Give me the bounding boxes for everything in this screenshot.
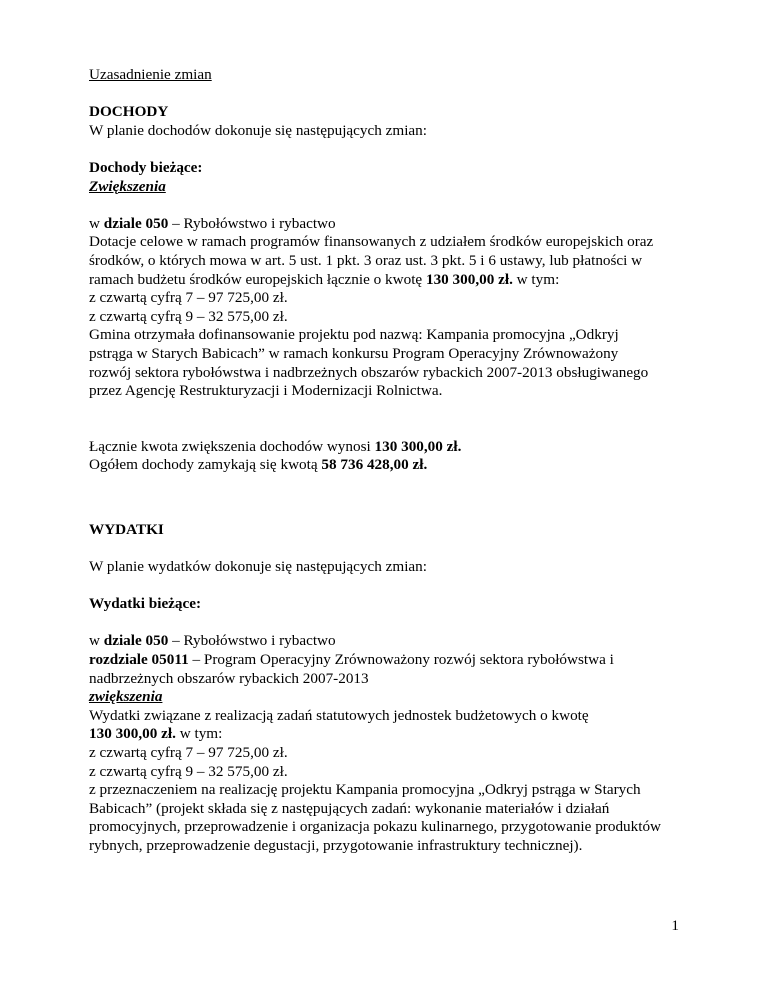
- wydatki-rozdzial-line: rozdziale 05011 – Program Operacyjny Zrównoważony rozwój sektora rybołówstwa i: [89, 651, 614, 669]
- wydatki-paragraph-line: promocyjnych, przeprowadzenie i organizacja pokazu kulinarnego, przygotowanie produktów: [89, 818, 662, 836]
- wydatki-increase-label: zwiększenia: [89, 688, 163, 706]
- wydatki-intro: W planie wydatków dokonuje się następujących zmian:: [89, 558, 427, 576]
- dochody-paragraph-line: rozwój sektora rybołówstwa i nadbrzeżnych obszarów rybackich 2007-2013 obsługiwanego: [89, 363, 649, 381]
- wydatki-rozdzial-line: nadbrzeżnych obszarów rybackich 2007-2013: [89, 669, 369, 687]
- dochody-paragraph-line: Gmina otrzymała dofinansowanie projektu pod nazwą: Kampania promocyjna „Odkryj: [89, 326, 619, 344]
- document-page: [89, 66, 729, 856]
- dochody-item: z czwartą cyfrą 9 – 32 575,00 zł.: [89, 307, 288, 325]
- wydatki-heading: WYDATKI: [89, 520, 164, 538]
- page-number: 1: [671, 917, 679, 934]
- dochody-increase-label: Zwiększenia: [89, 177, 166, 195]
- wydatki-paragraph-line: Babicach” (projekt składa się z następujących zadań: wykonanie materiałów i działań: [89, 799, 610, 817]
- dochody-paragraph-line: pstrąga w Starych Babicach” w ramach konkursu Program Operacyjny Zrównoważony: [89, 344, 619, 362]
- dochody-subheading: Dochody bieżące:: [89, 158, 203, 176]
- dochody-heading: DOCHODY: [89, 103, 169, 121]
- dochody-paragraph-line: Dotacje celowe w ramach programów finansowanych z udziałem środków europejskich oraz: [89, 233, 654, 251]
- dochody-item: z czwartą cyfrą 7 – 97 725,00 zł.: [89, 289, 288, 307]
- dochody-intro: W planie dochodów dokonuje się następujących zmian:: [89, 121, 427, 139]
- dochody-paragraph-line: ramach budżetu środków europejskich łącznie o kwotę 130 300,00 zł. w tym:: [89, 270, 560, 288]
- wydatki-paragraph-line: Wydatki związane z realizacją zadań statutowych jednostek budżetowych o kwotę: [89, 706, 589, 724]
- wydatki-dzial-line: w dziale 050 – Rybołówstwo i rybactwo: [89, 632, 336, 650]
- dochody-paragraph-line: przez Agencję Restrukturyzacji i Modernizacji Rolnictwa.: [89, 382, 443, 400]
- dochody-paragraph-line: środków, o których mowa w art. 5 ust. 1 pkt. 3 oraz ust. 3 pkt. 5 i 6 ustawy, lub płatności w: [89, 251, 643, 269]
- wydatki-item: z czwartą cyfrą 7 – 97 725,00 zł.: [89, 744, 288, 761]
- document-title: Uzasadnienie zmian: [89, 66, 212, 83]
- dochody-total-line: Łącznie kwota zwiększenia dochodów wynosi 130 300,00 zł.: [89, 437, 462, 455]
- wydatki-subheading: Wydatki bieżące:: [89, 595, 202, 613]
- dochody-dzial-line: w dziale 050 – Rybołówstwo i rybactwo: [89, 214, 336, 232]
- wydatki-item: z czwartą cyfrą 9 – 32 575,00 zł.: [89, 762, 288, 780]
- wydatki-paragraph-line: rybnych, przeprowadzenie degustacji, przygotowanie infrastruktury technicznej).: [89, 836, 583, 854]
- dochody-overall-line: Ogółem dochody zamykają się kwotą 58 736 428,00 zł.: [89, 456, 428, 474]
- wydatki-paragraph-line: 130 300,00 zł. w tym:: [89, 725, 223, 743]
- wydatki-paragraph-line: z przeznaczeniem na realizację projektu Kampania promocyjna „Odkryj pstrąga w Starych: [89, 781, 641, 799]
